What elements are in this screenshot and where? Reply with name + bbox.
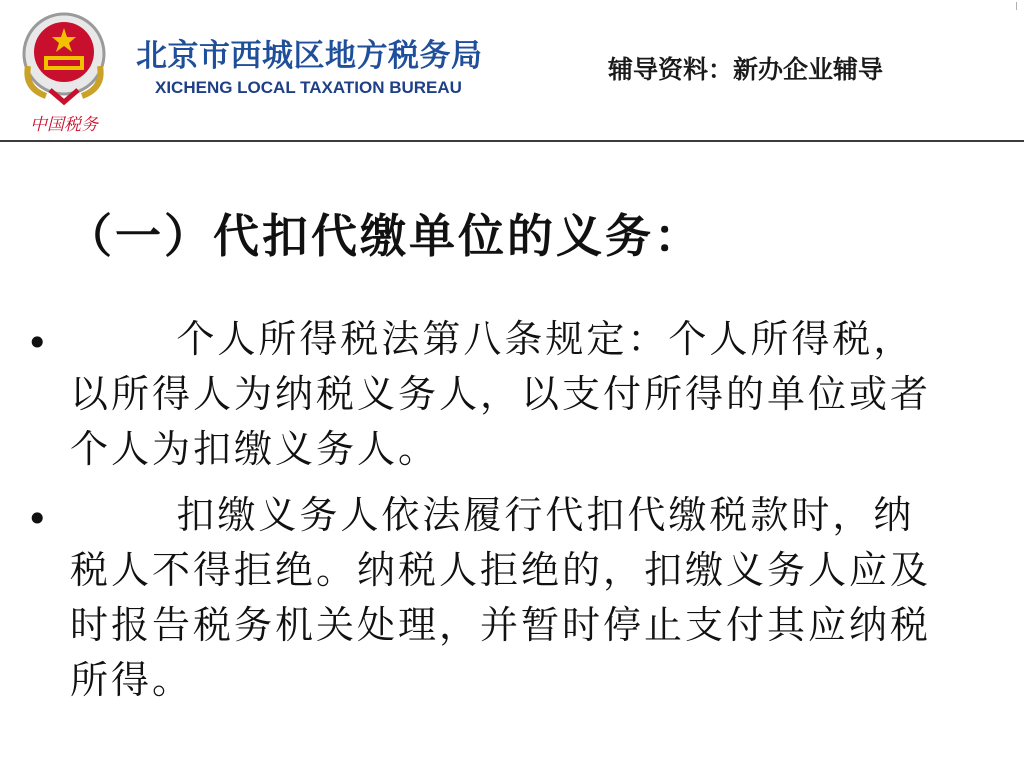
svg-text:中国税务: 中国税务 xyxy=(30,115,98,135)
bullet-text: 个人所得税法第八条规定：个人所得税，以所得人为纳税义务人，以支付所得的单位或者个人为扣缴义务人。 xyxy=(70,317,932,471)
bullet-marker: • xyxy=(26,497,49,541)
corner-mark xyxy=(1016,2,1017,10)
bullet-marker: • xyxy=(26,321,49,365)
header-divider xyxy=(0,140,1024,142)
bureau-name-en: XICHENG LOCAL TAXATION BUREAU xyxy=(155,78,462,97)
bureau-name-cn: 北京市西城区地方税务局 xyxy=(136,38,483,74)
bullet-text: 扣缴义务人依法履行代扣代缴税款时，纳税人不得拒绝。纳税人拒绝的，扣缴义务人应及时报告税务机关处理，并暂时停止支付其应纳税所得。 xyxy=(70,493,932,702)
slide-header xyxy=(0,0,1024,142)
tax-emblem-icon xyxy=(14,8,114,138)
guide-label: 辅导资料：新办企业辅导 xyxy=(608,55,884,84)
slide-title: （一）代扣代缴单位的义务： xyxy=(66,209,703,263)
